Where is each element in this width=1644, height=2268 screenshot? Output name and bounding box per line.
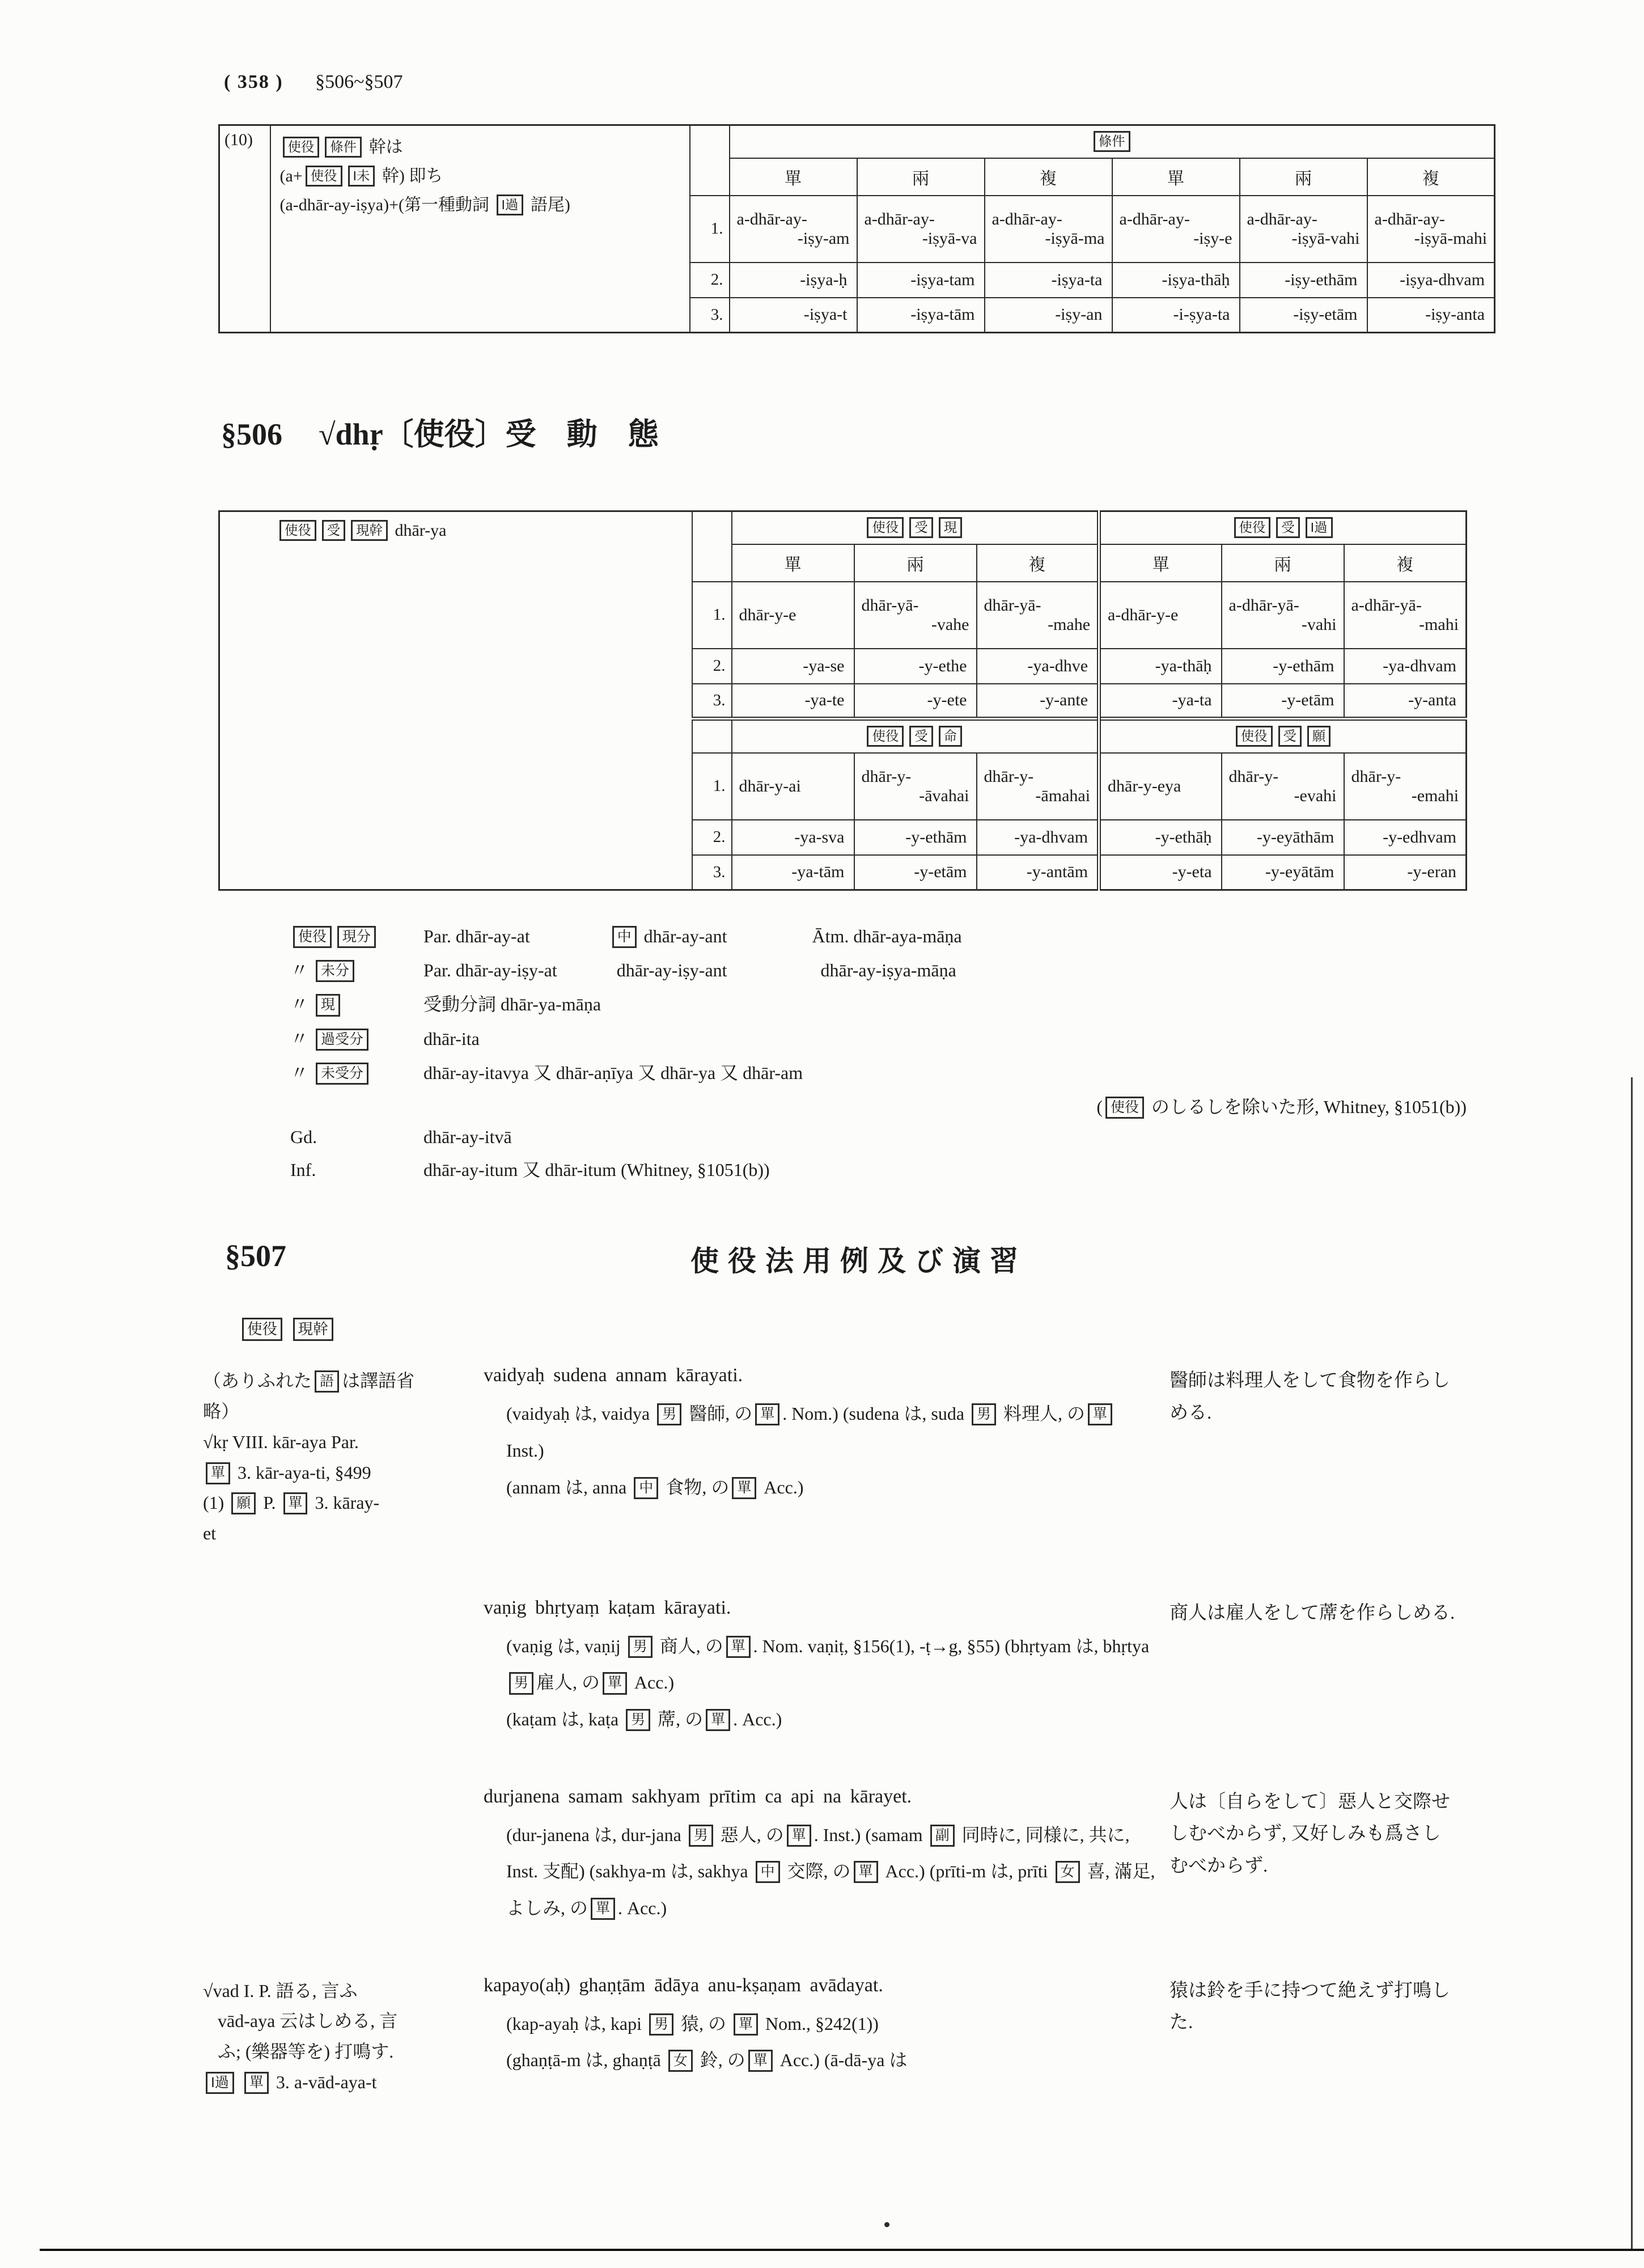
- section-number: §507: [225, 1239, 286, 1273]
- table-item-number: (10): [219, 125, 270, 333]
- section-number: §506: [221, 417, 282, 451]
- stem-label-cell: [219, 511, 692, 890]
- page-number: ( 358 ): [224, 71, 283, 92]
- number-header: 單: [1099, 544, 1222, 582]
- form-cell: -iṣya-t: [730, 298, 857, 333]
- form-cell: a-dhār-yā- -mahi: [1344, 582, 1467, 649]
- gloss: (dur-janena は, dur-jana 男 惡人, の 單 . Inst.) (samam 副 同時に, 同様に, 共に, Inst. 支配) (sakhya-m は, sakhya 中 交際, の 單 Acc.) (prīti-m は, prīti 女 喜, 滿足, よしみ, の 單 . Acc.): [506, 1817, 1155, 1927]
- form-cell: -y-anta: [1344, 684, 1467, 719]
- form-cell: -ya-te: [732, 684, 854, 719]
- gloss: (kaṭam は, kaṭa 男 蓆, の 單 . Acc.): [506, 1701, 1155, 1738]
- number-header: 兩: [1240, 158, 1367, 196]
- example-2: [484, 1597, 1155, 1738]
- scan-speck: [884, 2222, 889, 2227]
- translation: 商人は雇人をして蓆を作らしめる.: [1170, 1602, 1455, 1623]
- form-cell: a-dhār-ay- -iṣyā-vahi: [1240, 196, 1367, 263]
- scan-edge-right: [1631, 1077, 1633, 2249]
- form-cell: a-dhār-ay- -iṣy-am: [730, 196, 857, 263]
- participle-row: 〃 現 受動分詞 dhār-ya-māṇa: [290, 990, 1467, 1016]
- person-label: 1.: [690, 196, 730, 263]
- section-507-heading: [0, 1238, 1644, 1283]
- form-cell: -i-ṣya-ta: [1112, 298, 1240, 333]
- form-cell: a-dhār-yā- -vahi: [1222, 582, 1344, 649]
- person-label: 1.: [692, 753, 732, 820]
- person-label: 2.: [692, 820, 732, 855]
- form-cell: -y-antām: [977, 855, 1099, 890]
- form-cell: -ya-sva: [732, 820, 854, 855]
- desc-line: 使役 條件 幹は: [280, 133, 680, 162]
- gloss: (vaidyaḥ は, vaidya 男 醫師, の 單 . Nom.) (sudena は, suda 男 料理人, の 單 Inst.): [506, 1395, 1155, 1469]
- note-line: ふ; (樂器等を) 打鳴す.: [218, 2041, 394, 2062]
- form-cell: dhār-y- -emahi: [1344, 753, 1467, 820]
- note-line: 單 3. kār-aya-ti, §499: [203, 1458, 469, 1488]
- number-header: 複: [1367, 158, 1495, 196]
- form-cell: -ya-dhvam: [977, 820, 1099, 855]
- form-cell: -y-ethāḥ: [1099, 820, 1222, 855]
- form-cell: a-dhār-ay- -iṣyā-mahi: [1367, 196, 1495, 263]
- note-line: （ありふれた 語 は譯語省: [203, 1366, 469, 1397]
- number-header: 單: [732, 544, 854, 582]
- number-header: 單: [1112, 158, 1240, 196]
- sidebar-note: [203, 1975, 469, 2098]
- number-header: 單: [730, 158, 857, 196]
- form-cell: -ya-dhvam: [1344, 649, 1467, 684]
- section-506-heading: [221, 410, 1644, 454]
- form-cell: -y-etām: [1222, 684, 1344, 719]
- person-label: 2.: [690, 263, 730, 298]
- number-header: 兩: [857, 158, 985, 196]
- form-cell: -y-edhvam: [1344, 820, 1467, 855]
- example-3: [484, 1786, 1155, 1927]
- mood-header-optative: 使役 受 願: [1099, 719, 1467, 753]
- section-title: 使役法用例及び演習: [690, 1245, 1027, 1277]
- form-cell: -ya-thāḥ: [1099, 649, 1222, 684]
- form-cell: -y-ete: [854, 684, 977, 719]
- desc-line: (a+ 使役 I未 幹) 即ち: [280, 162, 680, 191]
- form-cell: a-dhār-y-e: [1099, 582, 1222, 649]
- number-header: 兩: [854, 544, 977, 582]
- form-cell: -y-etām: [854, 855, 977, 890]
- form-cell: -y-ethe: [854, 649, 977, 684]
- form-cell: -ya-dhve: [977, 649, 1099, 684]
- form-cell: -iṣya-dhvam: [1367, 263, 1495, 298]
- participle-list: [290, 926, 1467, 1182]
- sanskrit-sentence: vaidyaḥ sudena annam kārayati.: [484, 1365, 743, 1386]
- sidebar-note-empty: [203, 1597, 469, 1598]
- form-cell: dhār-y-eya: [1099, 753, 1222, 820]
- form-cell: -iṣya-ta: [985, 263, 1112, 298]
- form-cell: dhār-y-ai: [732, 753, 854, 820]
- table-cell: [690, 125, 730, 196]
- note-line: vād-aya 云はしめる, 言: [218, 2011, 398, 2032]
- form-cell: -ya-tām: [732, 855, 854, 890]
- form-cell: -y-ethām: [1222, 649, 1344, 684]
- form-cell: a-dhār-ay- -iṣyā-va: [857, 196, 985, 263]
- sidebar-note-empty: [203, 1786, 469, 1787]
- page-header: [224, 0, 1644, 93]
- examples-section: [203, 1365, 1644, 2097]
- desc-line: (a-dhār-ay-iṣya)+(第一種動詞 I過 語尾): [280, 191, 680, 219]
- form-cell: -iṣy-an: [985, 298, 1112, 333]
- form-cell: -ya-ta: [1099, 684, 1222, 719]
- form-cell: a-dhār-ay- -iṣy-e: [1112, 196, 1240, 263]
- sanskrit-sentence: durjanena samam sakhyam prītim ca api na kārayet.: [484, 1785, 912, 1807]
- page-section-range: §506~§507: [315, 71, 403, 92]
- causative-passive-table: [218, 510, 1467, 891]
- note-line: et: [203, 1523, 217, 1544]
- causative-conditional-table: [218, 124, 1495, 333]
- translation: 人は〔自らをして〕惡人と交際せしむべからず, 又好しみも爲さしむべからず.: [1170, 1791, 1450, 1877]
- example-1: [484, 1365, 1155, 1505]
- form-cell: -y-ethām: [854, 820, 977, 855]
- example-4: [484, 1975, 1155, 2079]
- form-cell: dhār-y- -āvahai: [854, 753, 977, 820]
- sidebar-note: [203, 1365, 469, 1549]
- note-line: 略）: [203, 1401, 240, 1422]
- gloss: (ghaṇṭā-m は, ghaṇṭā 女 鈴, の 單 Acc.) (ā-dā-ya は: [506, 2042, 1155, 2079]
- note-line: √vad I. P. 語る, 言ふ: [203, 1980, 358, 2001]
- note-line: √kṛ VIII. kār-aya Par.: [203, 1431, 359, 1452]
- form-cell: -iṣya-ḥ: [730, 263, 857, 298]
- person-label: 1.: [692, 582, 732, 649]
- form-cell: dhār-y- -evahi: [1222, 753, 1344, 820]
- mood-header-imperative: 使役 受 命: [732, 719, 1099, 753]
- form-cell: -iṣy-ethām: [1240, 263, 1367, 298]
- participle-row: 〃 未分 Par. dhār-ay-iṣy-at dhār-ay-iṣy-ant dhār-ay-iṣya-māṇa: [290, 956, 1467, 982]
- number-header: 兩: [1222, 544, 1344, 582]
- participle-row: 使役 現分 Par. dhār-ay-at 中 dhār-ay-ant Ātm. dhār-aya-māṇa: [290, 926, 1467, 948]
- scan-edge-bottom: [40, 2249, 1644, 2251]
- form-cell: -y-eyāthām: [1222, 820, 1344, 855]
- whitney-note: ( 使役 のしるしを除いた形, Whitney, §1051(b)): [290, 1093, 1467, 1119]
- form-cell: dhār-yā- -vahe: [854, 582, 977, 649]
- table-cell: [692, 511, 732, 582]
- sanskrit-sentence: kapayo(aḥ) ghaṇṭām ādāya anu-kṣaṇam avādayat.: [484, 1974, 883, 1996]
- form-cell: -iṣy-anta: [1367, 298, 1495, 333]
- person-label: 2.: [692, 649, 732, 684]
- form-cell: -ya-se: [732, 649, 854, 684]
- person-label: 3.: [690, 298, 730, 333]
- form-cell: -y-eran: [1344, 855, 1467, 890]
- note-line: I過 單 3. a-vād-aya-t: [203, 2067, 469, 2098]
- form-cell: -y-eyātām: [1222, 855, 1344, 890]
- form-cell: -y-eta: [1099, 855, 1222, 890]
- causative-stem-label: 使役 現幹: [239, 1318, 1644, 1341]
- number-header: 複: [977, 544, 1099, 582]
- form-cell: -iṣya-tām: [857, 298, 985, 333]
- form-cell: a-dhār-ay- -iṣyā-ma: [985, 196, 1112, 263]
- stem-label: 使役 受 現幹 dhār-ya: [277, 520, 683, 541]
- mood-header-conditional: 條件: [730, 125, 1495, 158]
- form-cell: dhār-yā- -mahe: [977, 582, 1099, 649]
- table-cell: [692, 719, 732, 753]
- gloss: (annam は, anna 中 食物, の 單 Acc.): [506, 1469, 1155, 1506]
- number-header: 複: [985, 158, 1112, 196]
- form-cell: -iṣy-etām: [1240, 298, 1367, 333]
- gloss: (vaṇig は, vaṇij 男 商人, の 單 . Nom. vaṇiṭ, §156(1), -ṭ→g, §55) (bhṛtyam は, bhṛtya 男 雇人, の 單 Acc.): [506, 1628, 1155, 1701]
- form-cell: dhār-y-e: [732, 582, 854, 649]
- form-cell: -y-ante: [977, 684, 1099, 719]
- translation: 猿は鈴を手に持つて絶えず打鳴した.: [1170, 1980, 1450, 2033]
- participle-row: 〃 過受分 dhār-ita: [290, 1025, 1467, 1051]
- person-label: 3.: [692, 684, 732, 719]
- translation: 醫師は料理人をして食物を作らしめる.: [1170, 1370, 1450, 1424]
- note-line: (1) 願 P. 單 3. kāray-: [203, 1488, 469, 1518]
- form-cell: -iṣya-thāḥ: [1112, 263, 1240, 298]
- sanskrit-sentence: vaṇig bhṛtyaṃ kaṭam kārayati.: [484, 1597, 731, 1618]
- table-stem-description: [270, 125, 690, 333]
- tense-header-imperfect: 使役 受 I過: [1099, 511, 1467, 544]
- person-label: 3.: [692, 855, 732, 890]
- number-header: 複: [1344, 544, 1467, 582]
- participle-row: 〃 未受分 dhār-ay-itavya 又 dhār-aṇīya 又 dhār-ya 又 dhār-am: [290, 1059, 1467, 1085]
- form-cell: -iṣya-tam: [857, 263, 985, 298]
- infinitive-row: Inf. dhār-ay-itum 又 dhār-itum (Whitney, §1051(b)): [290, 1160, 770, 1180]
- tense-header-present: 使役 受 現: [732, 511, 1099, 544]
- gloss: (kap-ayaḥ は, kapi 男 猿, の 單 Nom., §242(1)): [506, 2005, 1155, 2042]
- form-cell: dhār-y- -āmahai: [977, 753, 1099, 820]
- gerund-row: Gd. dhār-ay-itvā: [290, 1127, 512, 1148]
- section-title: √dhṛ〔使役〕受 動 態: [319, 417, 659, 451]
